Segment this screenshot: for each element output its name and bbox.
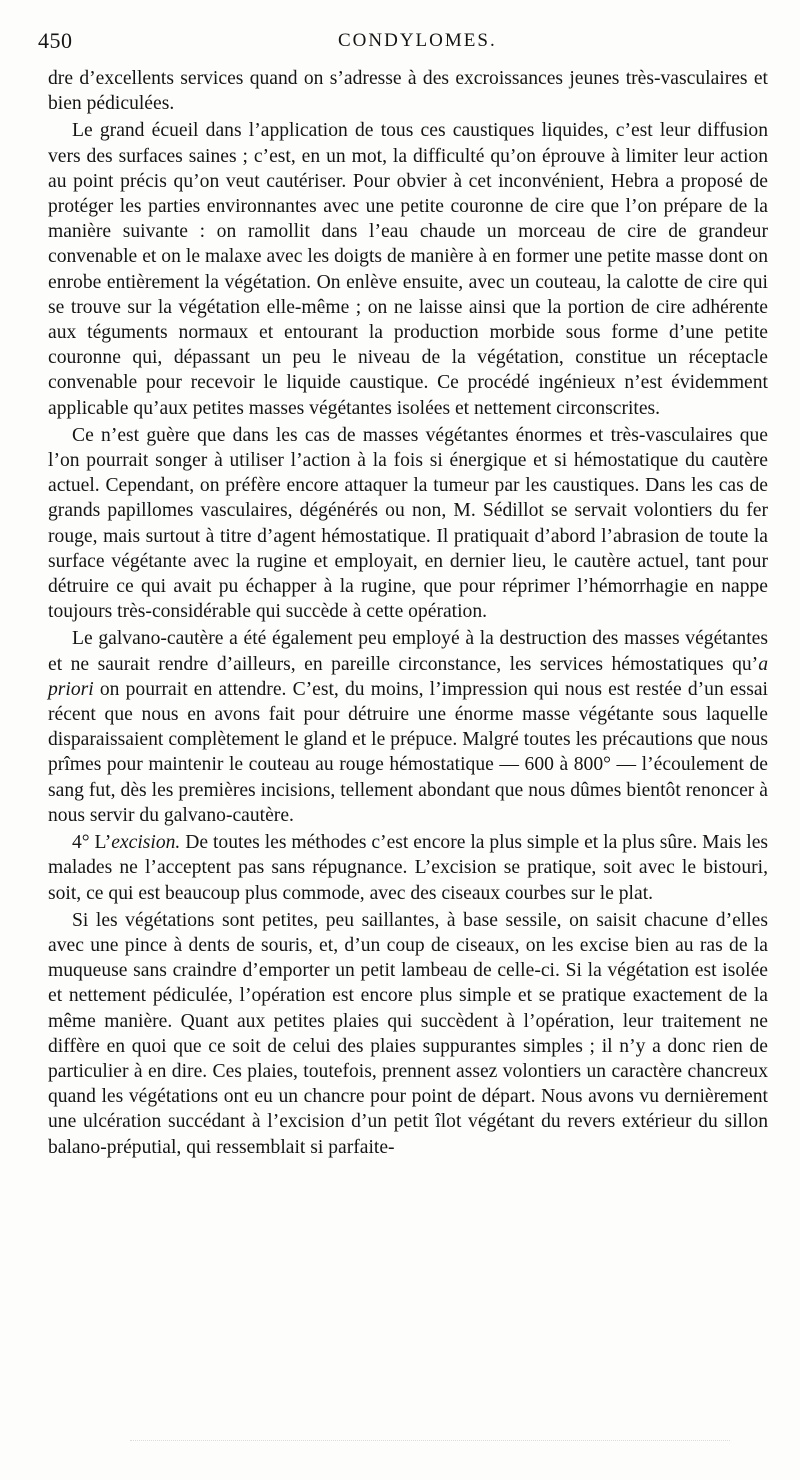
paragraph-text: Si les végétations sont petites, peu saillantes, à base sessile, on saisit chacune d’elles avec une pince à dents de souris, et, d’un coup de ciseaux, on les excise bien au ras de la muqueuse sans craindre d’emporter un petit lambeau de celle-ci. Si la végétation est isolée et nettement pédiculée, l’opération est encore plus simple et se pratique exactement de la même manière. Quant aux petites plaies qui succèdent à l’opération, leur traitement ne diffère en quoi que ce soit de celui des plaies suppurantes simples ; il n’y a donc rien de particulier à en dire. Ces plaies, toutefois, prennent assez volontiers un caractère chancreux quand les végétations ont eu un chancre pour point de départ. Nous avons vu dernièrement une ulcération succédant à l’excision d’un petit îlot végétant du revers extérieur du sillon balano-préputial, qui ressemblait si parfaite- <box>48 909 768 1158</box>
paragraph-small-vegetations <box>48 908 768 1160</box>
paragraph-text: dre d’excellents services quand on s’adresse à des excroissances jeunes très-vasculaires et bien pédiculées. <box>48 68 768 115</box>
italic-excision-heading: excision. <box>111 832 181 854</box>
page-bottom-scan-marks <box>130 1440 730 1447</box>
paragraph-text: Le grand écueil dans l’application de tous ces caustiques liquides, c’est leur diffusion vers des surfaces saines ; c’est, en un mot, la difficulté qu’on éprouve à limiter leur action au point précis qu’on veut cautériser. Pour obvier à cet inconvénient, Hebra a proposé de protéger les parties environnantes avec une petite couronne de cire que l’on prépare de la manière suivante : on ramollit dans l’eau chaude un morceau de cire de grandeur convenable et on le malaxe avec les doigts de manière à en former une petite masse dont on enrobe entièrement la végétation. On enlève ensuite, avec un couteau, la calotte de cire qui se trouve sur la végétation elle-même ; on ne laisse ainsi que la portion de cire adhérente aux téguments normaux et entourant la production morbide sous forme d’une petite couronne qui, dépassant un peu le niveau de la végétation, constitue un réceptacle convenable pour recevoir le liquide caustique. Ce procédé ingénieux n’est évidemment applicable qu’aux petites masses végétantes isolées et nettement circonscrites. <box>48 120 768 419</box>
italic-a-priori: a priori <box>48 653 768 700</box>
paragraph-text: Ce n’est guère que dans les cas de masses végétantes énormes et très-vasculaires que l’on pourrait songer à utiliser l’action à la fois si énergique et si hémostatique du cautère actuel. Cependant, on préfère encore attaquer la tumeur par les caustiques. Dans les cas de grands papillomes vasculaires, dégénérés ou non, M. Sédillot se servait volontiers du fer rouge, mais surtout à titre d’agent hémostatique. Il pratiquait d’abord l’abrasion de toute la surface végétante avec la rugine et employait, en dernier lieu, le cautère actuel, tant pour détruire ce qui avait pu échapper à la rugine, que pour réprimer l’hémorrhagie en nappe toujours très-considérable qui succède à cette opération. <box>48 424 768 623</box>
body-text <box>48 66 768 1160</box>
paragraph-galvano-cautery <box>48 626 768 828</box>
paragraph-text-end: De toutes les méthodes c’est encore la plus simple et la plus sûre. Mais les malades ne l’acceptent pas sans répugnance. L’excision se pratique, soit avec le bistouri, soit, ce qui est beaucoup plus commode, avec des ciseaux courbes sur le plat. <box>48 832 769 904</box>
paragraph-text-start: Le galvano-cautère a été également peu employé à la destruction des masses végétantes et ne saurait rendre d’ailleurs, en pareille circonstance, les services hémostatiques qu’ <box>48 628 768 675</box>
paragraph-text-start: 4° L’ <box>72 832 112 854</box>
paragraph-excision <box>48 830 768 906</box>
paragraph-continuation <box>48 66 768 116</box>
running-title: CONDYLOMES. <box>338 30 497 51</box>
paragraph-text-end: on pourrait en attendre. C’est, du moins, l’impression qui nous est restée d’un essai récent que nous en avons fait pour détruire une énorme masse végétante sous laquelle disparaissaient complètement le gland et le prépuce. Malgré toutes les précautions que nous prîmes pour maintenir le couteau au rouge hémostatique — 600 à 800° — l’écoulement de sang fut, dès les premières incisions, tellement abondant que nous dûmes bientôt renoncer à nous servir du galvano-cautère. <box>48 678 768 826</box>
paragraph-actual-cautery <box>48 423 768 625</box>
running-head <box>38 22 766 62</box>
page-number: 450 <box>38 28 73 53</box>
paragraph-hebra-wax-crown <box>48 118 768 420</box>
